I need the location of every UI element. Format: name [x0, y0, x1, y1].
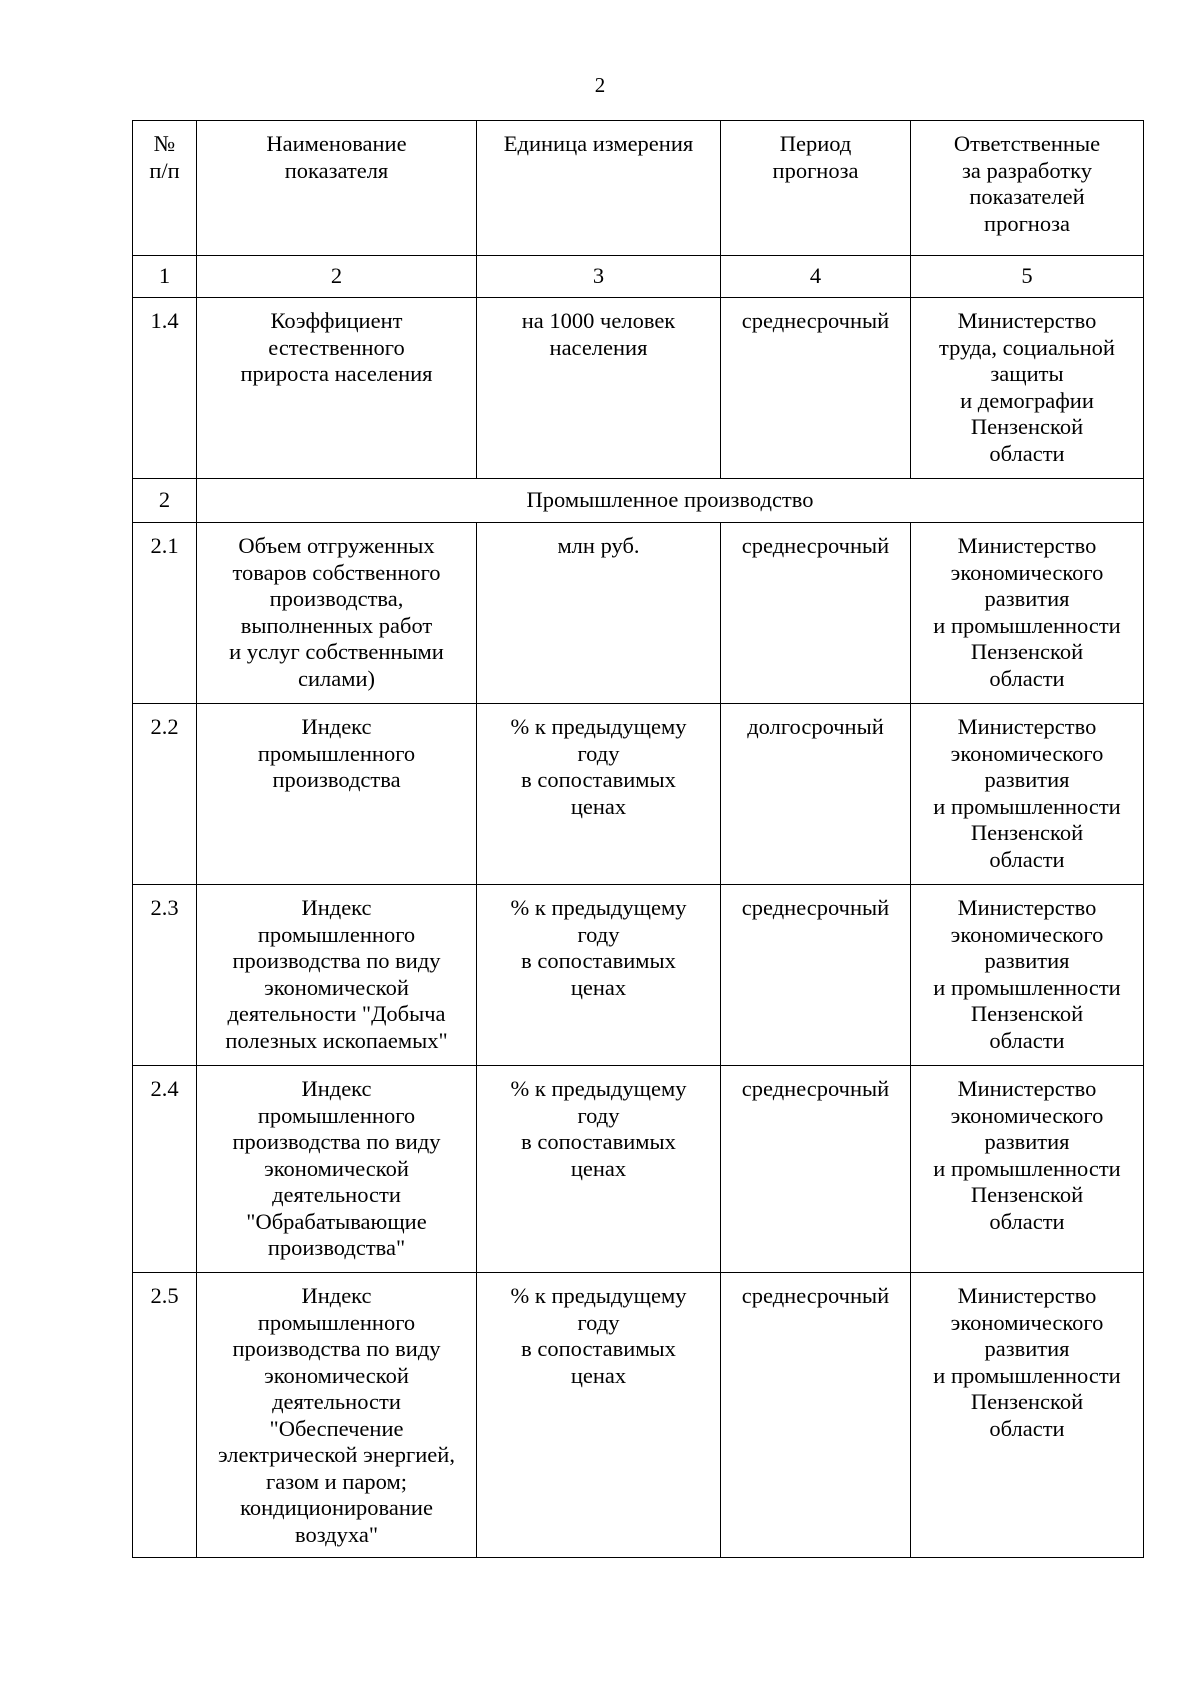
unit: млн руб.: [477, 523, 721, 704]
responsible: Министерство экономического развития и промышленности Пензенской области: [911, 1273, 1144, 1558]
indicator-name: Объем отгруженных товаров собственного производства, выполненных работ и услуг собственными силами): [197, 523, 477, 704]
column-number: 4: [721, 256, 911, 298]
indicator-name: Индекс промышленного производства по виду экономической деятельности "Добыча полезных ископаемых": [197, 885, 477, 1066]
row-number: 2.2: [133, 704, 197, 885]
section-row: [133, 479, 1144, 523]
table-row: [133, 523, 1144, 704]
header-forecast-period: Период прогноза: [721, 121, 911, 256]
row-number: 2.1: [133, 523, 197, 704]
forecast-indicators-table: [132, 120, 1144, 1558]
indicator-name: Коэффициент естественного прироста населения: [197, 298, 477, 479]
row-number: 2.4: [133, 1066, 197, 1273]
column-numbers-row: [133, 256, 1144, 298]
unit: % к предыдущему году в сопоставимых ценах: [477, 704, 721, 885]
table-row: [133, 1273, 1144, 1558]
unit: % к предыдущему году в сопоставимых ценах: [477, 885, 721, 1066]
unit: на 1000 человек населения: [477, 298, 721, 479]
column-number: 1: [133, 256, 197, 298]
row-number: 1.4: [133, 298, 197, 479]
table-row: [133, 885, 1144, 1066]
responsible: Министерство экономического развития и промышленности Пензенской области: [911, 1066, 1144, 1273]
forecast-period: среднесрочный: [721, 523, 911, 704]
table-header-row: [133, 121, 1144, 256]
header-unit: Единица измерения: [477, 121, 721, 256]
column-number: 3: [477, 256, 721, 298]
unit: % к предыдущему году в сопоставимых ценах: [477, 1066, 721, 1273]
forecast-period: среднесрочный: [721, 885, 911, 1066]
header-responsible: Ответственные за разработку показателей прогноза: [911, 121, 1144, 256]
forecast-period: среднесрочный: [721, 1273, 911, 1558]
forecast-period: долгосрочный: [721, 704, 911, 885]
row-number: 2.3: [133, 885, 197, 1066]
row-number: 2.5: [133, 1273, 197, 1558]
column-number: 2: [197, 256, 477, 298]
responsible: Министерство экономического развития и промышленности Пензенской области: [911, 704, 1144, 885]
table-row: [133, 704, 1144, 885]
indicator-name: Индекс промышленного производства по виду экономической деятельности "Обрабатывающие производства": [197, 1066, 477, 1273]
section-number: 2: [133, 479, 197, 523]
header-number: № п/п: [133, 121, 197, 256]
responsible: Министерство труда, социальной защиты и демографии Пензенской области: [911, 298, 1144, 479]
page-number: 2: [594, 73, 606, 97]
responsible: Министерство экономического развития и промышленности Пензенской области: [911, 885, 1144, 1066]
column-number: 5: [911, 256, 1144, 298]
indicator-name: Индекс промышленного производства по виду экономической деятельности "Обеспечение электрической энергией, газом и паром; кондиционирование воздуха": [197, 1273, 477, 1558]
table-row: [133, 298, 1144, 479]
table-row: [133, 1066, 1144, 1273]
responsible: Министерство экономического развития и промышленности Пензенской области: [911, 523, 1144, 704]
indicator-name: Индекс промышленного производства: [197, 704, 477, 885]
forecast-period: среднесрочный: [721, 298, 911, 479]
forecast-period: среднесрочный: [721, 1066, 911, 1273]
header-indicator-name: Наименование показателя: [197, 121, 477, 256]
unit: % к предыдущему году в сопоставимых ценах: [477, 1273, 721, 1558]
section-title: Промышленное производство: [197, 479, 1144, 523]
